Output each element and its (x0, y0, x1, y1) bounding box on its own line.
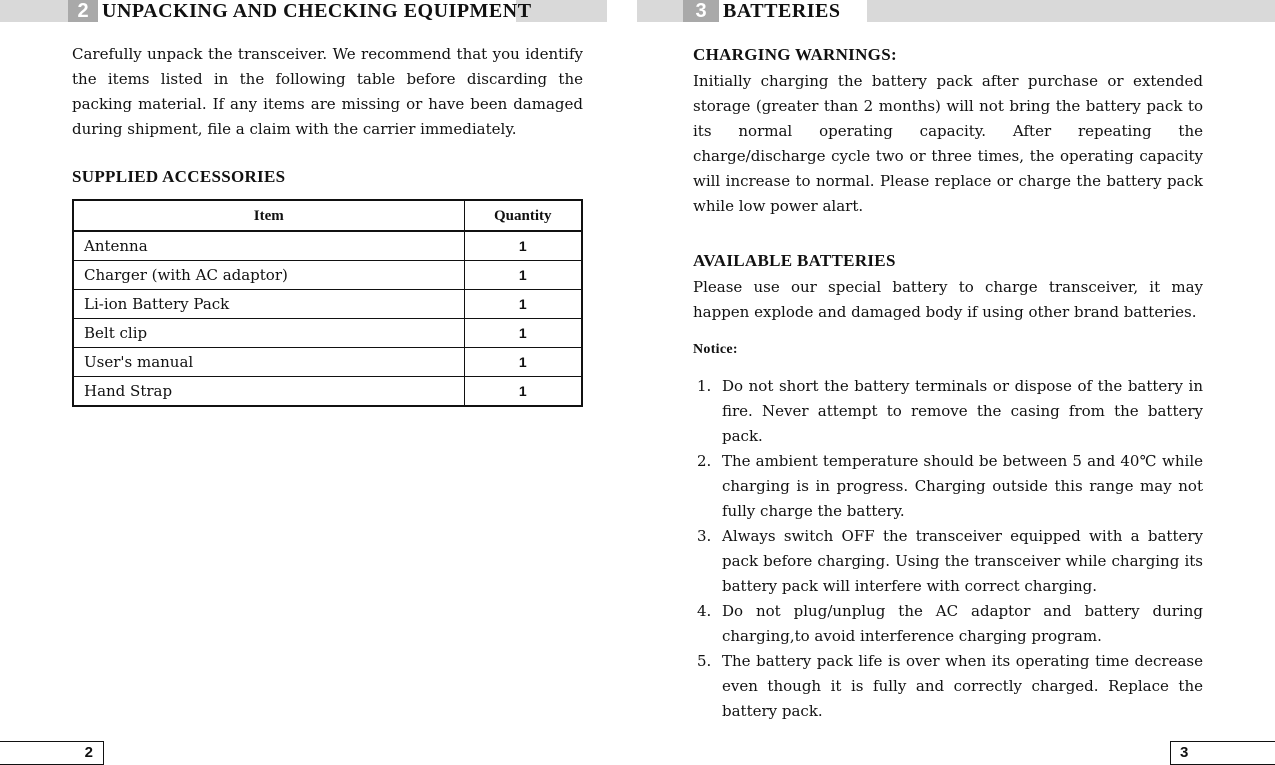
accessories-heading: SUPPLIED ACCESSORIES (72, 167, 286, 186)
right-page-number: 3 (1170, 741, 1275, 765)
notice-number: 3. (697, 527, 712, 545)
notice-heading: Notice: (693, 342, 738, 357)
list-item (697, 599, 1203, 649)
notice-text: The ambient temperature should be between 5 and 40℃ while charging is in progress. Charging outside this range may not fully charge the battery. (722, 452, 1203, 520)
item-cell: Charger (with AC adaptor) (73, 261, 464, 290)
unpacking-intro: Carefully unpack the transceiver. We recommend that you identify the items listed in the following table before discarding the packing material. If any items are missing or have been damaged during shipment, file a claim with the carrier immediately. (72, 45, 583, 138)
item-cell: Belt clip (73, 319, 464, 348)
table-row (73, 377, 582, 407)
quantity-cell: 1 (464, 290, 582, 319)
item-cell: User's manual (73, 348, 464, 377)
table-row (73, 348, 582, 377)
charging-warnings-text: Initially charging the battery pack after purchase or extended storage (greater than 2 months) will not bring the battery pack to its normal operating capacity. After repeating the charge/discharge cycle two or three times, the operating capacity will increase to normal. Please replace or charge the battery pack while low power alart. (693, 72, 1203, 215)
left-page-number: 2 (0, 741, 104, 765)
right-section-title: BATTERIES (719, 0, 867, 22)
column-header-quantity: Quantity (464, 200, 582, 231)
table-row (73, 319, 582, 348)
available-batteries-text: Please use our special battery to charge transceiver, it may happen explode and damaged body if using other brand batteries. (693, 278, 1203, 321)
quantity-cell: 1 (464, 377, 582, 407)
left-section-number: 2 (68, 0, 98, 22)
quantity-cell: 1 (464, 348, 582, 377)
notice-number: 5. (697, 652, 712, 670)
quantity-cell: 1 (464, 319, 582, 348)
quantity-cell: 1 (464, 231, 582, 261)
item-cell: Hand Strap (73, 377, 464, 407)
table-row (73, 261, 582, 290)
notice-text: Do not plug/unplug the AC adaptor and battery during charging,to avoid interference charging program. (722, 602, 1203, 645)
table-row (73, 290, 582, 319)
notice-number: 1. (697, 377, 712, 395)
notice-text: The battery pack life is over when its operating time decrease even though it is fully and correctly charged. Replace the battery pack. (722, 652, 1203, 720)
list-item (697, 524, 1203, 599)
accessories-table (72, 199, 583, 407)
charging-warnings-heading: CHARGING WARNINGS: (693, 45, 897, 64)
item-cell: Antenna (73, 231, 464, 261)
item-cell: Li-ion Battery Pack (73, 290, 464, 319)
notice-number: 4. (697, 602, 712, 620)
table-header-row (73, 200, 582, 231)
list-item (697, 649, 1203, 724)
column-header-item: Item (73, 200, 464, 231)
notice-list (697, 374, 1203, 724)
quantity-cell: 1 (464, 261, 582, 290)
table-row (73, 231, 582, 261)
right-section-number: 3 (683, 0, 719, 22)
list-item (697, 374, 1203, 449)
notice-text: Always switch OFF the transceiver equipped with a battery pack before charging. Using the transceiver while charging its battery pack will interfere with correct charging. (722, 527, 1203, 595)
left-section-title: UNPACKING AND CHECKING EQUIPMENT (98, 0, 516, 22)
notice-number: 2. (697, 452, 712, 470)
list-item (697, 449, 1203, 524)
notice-text: Do not short the battery terminals or dispose of the battery in fire. Never attempt to remove the casing from the battery pack. (722, 377, 1203, 445)
available-batteries-heading: AVAILABLE BATTERIES (693, 251, 896, 270)
